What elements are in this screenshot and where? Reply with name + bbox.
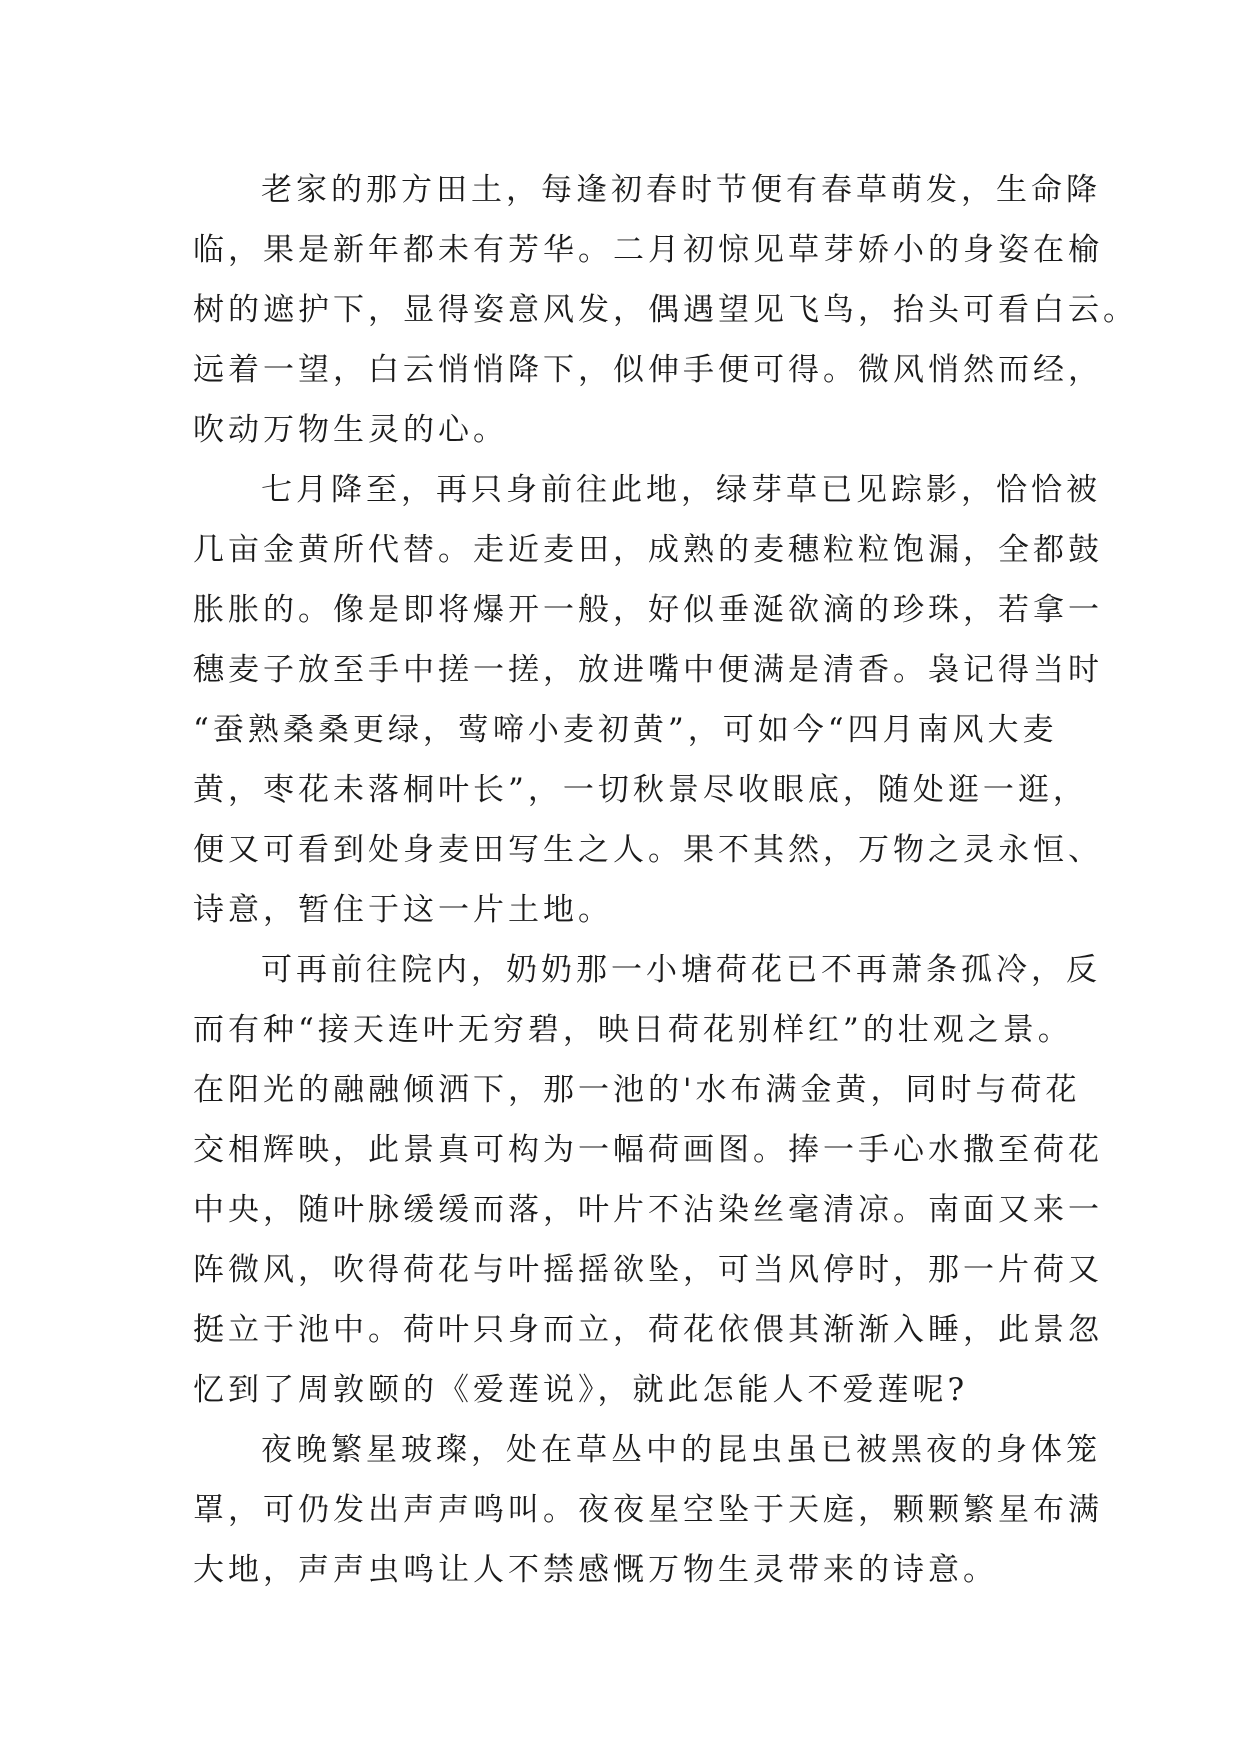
text-line: 忆到了周敦颐的《爱莲说》，就此怎能人不爱莲呢? bbox=[193, 1372, 969, 1408]
text-line: 胀胀的。像是即将爆开一般，好似垂涎欲滴的珍珠，若拿一 bbox=[193, 592, 1103, 628]
text-line: 几亩金黄所代替。走近麦田，成熟的麦穗粒粒饱漏，全都鼓 bbox=[193, 532, 1103, 568]
text-line: 老家的那方田土，每逢初春时节便有春草萌发，生命降 bbox=[261, 172, 1101, 208]
text-line: 大地，声声虫鸣让人不禁感慨万物生灵带来的诗意。 bbox=[193, 1552, 998, 1588]
text-line: 罩，可仍发出声声鸣叫。夜夜星空坠于天庭，颗颗繁星布满 bbox=[193, 1492, 1103, 1528]
text-line: 在阳光的融融倾洒下，那一池的'水布满金黄，同时与荷花 bbox=[193, 1072, 1081, 1108]
text-line: 七月降至，再只身前往此地，绿芽草已见踪影，恰恰被 bbox=[261, 472, 1101, 508]
paragraph-1 bbox=[193, 160, 1138, 460]
text-line: 交相辉映，此景真可构为一幅荷画图。捧一手心水撒至荷花 bbox=[193, 1132, 1103, 1168]
text-line: 黄，枣花未落桐叶长”，一切秋景尽收眼底，随处逛一逛， bbox=[193, 772, 1088, 808]
text-line: 而有种“接天连叶无穷碧，映日荷花别样红”的壮观之景。 bbox=[193, 1012, 1073, 1048]
text-line: 远着一望，白云悄悄降下，似伸手便可得。微风悄然而经， bbox=[193, 352, 1103, 388]
paragraph-3 bbox=[193, 940, 1103, 1420]
text-line: 诗意，暂住于这一片土地。 bbox=[193, 892, 613, 928]
paragraph-2 bbox=[193, 460, 1103, 940]
text-line: “蚕熟桑桑更绿，莺啼小麦初黄”，可如今“四月南风大麦 bbox=[193, 712, 1058, 748]
text-line: 穗麦子放至手中搓一搓，放进嘴中便满是清香。袅记得当时 bbox=[193, 652, 1103, 688]
text-line: 临，果是新年都未有芳华。二月初惊见草芽娇小的身姿在榆 bbox=[193, 232, 1103, 268]
essay-body bbox=[193, 160, 1138, 1600]
text-line: 挺立于池中。荷叶只身而立，荷花依偎其渐渐入睡，此景忽 bbox=[193, 1312, 1103, 1348]
text-line: 吹动万物生灵的心。 bbox=[193, 412, 508, 448]
text-line: 阵微风，吹得荷花与叶摇摇欲坠，可当风停时，那一片荷又 bbox=[193, 1252, 1103, 1288]
text-line: 树的遮护下，显得姿意风发，偶遇望见飞鸟，抬头可看白云。 bbox=[193, 292, 1138, 328]
text-line: 夜晚繁星玻璨，处在草丛中的昆虫虽已被黑夜的身体笼 bbox=[261, 1432, 1101, 1468]
paragraph-4 bbox=[193, 1420, 1103, 1600]
text-line: 便又可看到处身麦田写生之人。果不其然，万物之灵永恒、 bbox=[193, 832, 1103, 868]
text-line: 中央，随叶脉缓缓而落，叶片不沾染丝毫清凉。南面又来一 bbox=[193, 1192, 1103, 1228]
text-line: 可再前往院内，奶奶那一小塘荷花已不再萧条孤冷，反 bbox=[261, 952, 1101, 988]
